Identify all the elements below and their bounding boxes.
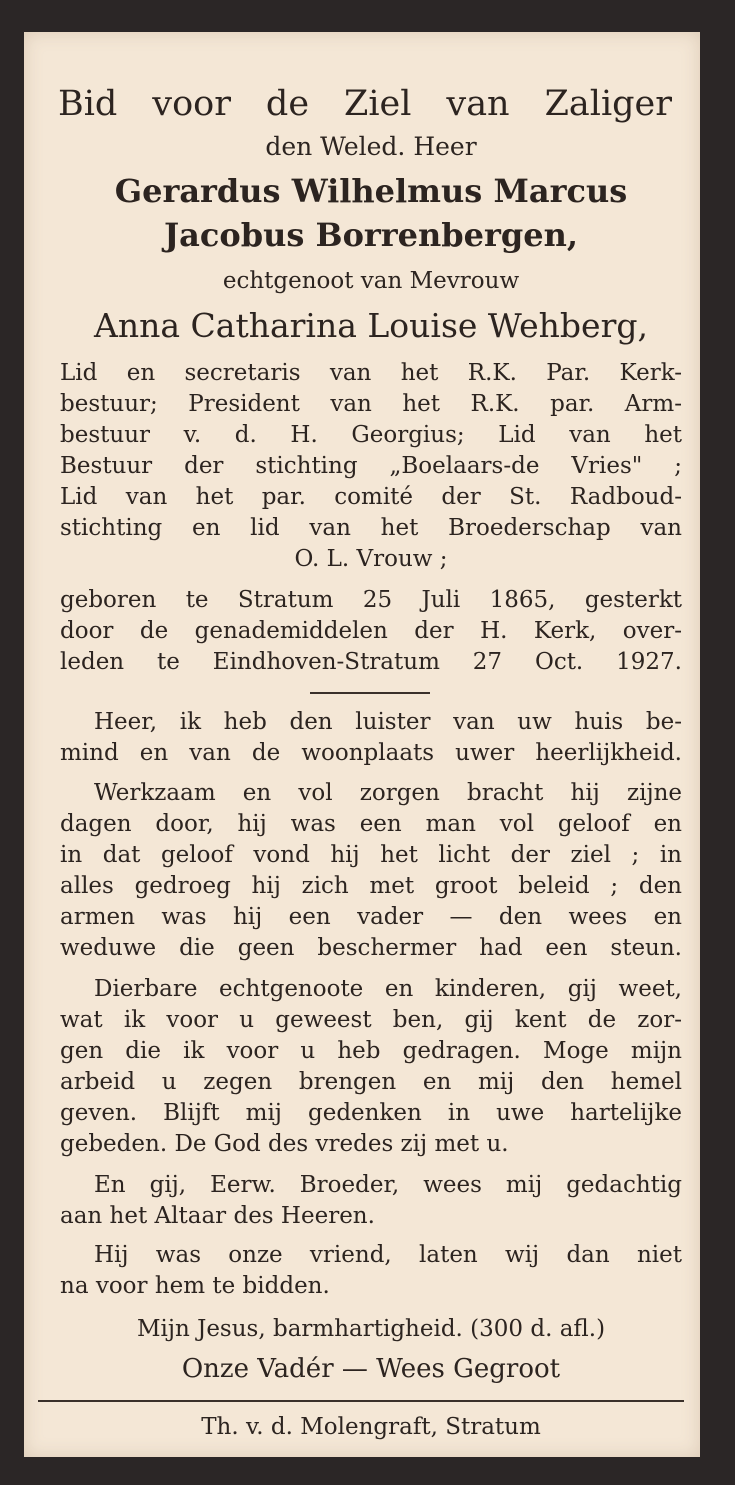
titles-line: stichting en lid van het Broederschap van [60,515,682,541]
titles-line: Lid van het par. comité der St. Radboud- [60,484,682,510]
text-line: Heer, ik heb den luister van uw huis be- [94,709,682,735]
birth-line: geboren te Stratum 25 Juli 1865, gesterkt [60,587,682,613]
text-line: armen was hij een vader — den wees en [60,904,682,930]
text-line: na voor hem te bidden. [60,1273,330,1299]
memorial-card [24,32,700,1457]
titles-line: bestuur v. d. H. Georgius; Lid van het [60,422,682,448]
text-line: arbeid u zegen brengen en mij den hemel [60,1069,682,1095]
text-line: wat ik voor u geweest ben, gij kent de zor- [60,1007,682,1033]
text-line: Dierbare echtgenoote en kinderen, gij weet, [94,976,682,1002]
text-line: gebeden. De God des vredes zij met u. [60,1131,509,1157]
titles-line: O. L. Vrouw ; [294,546,448,572]
titles-line: bestuur; President van het R.K. par. Arm- [60,391,682,417]
spouse-intro: echtgenoot van Mevrouw [222,268,520,294]
text-line: alles gedroeg hij zich met groot beleid ; den [60,873,682,899]
text-line: mind en van de woonplaats uwer heerlijkheid. [60,740,682,766]
death-line: leden te Eindhoven-Stratum 27 Oct. 1927. [60,649,682,675]
text-line: Hij was onze vriend, laten wij dan niet [94,1242,682,1268]
text-line: dagen door, hij was een man vol geloof en [60,811,682,837]
closing-prayers: Onze Vadér — Wees Gegroot [181,1354,561,1384]
text-line: En gij, Eerw. Broeder, wees mij gedachtig [94,1172,682,1198]
printer-credit: Th. v. d. Molengraft, Stratum [201,1414,541,1440]
text-line: weduwe die geen beschermer had een steun. [60,935,682,961]
footer-rule [38,1400,684,1402]
text-line: in dat geloof vond hij het licht der ziel ; in [60,842,682,868]
text-line: Werkzaam en vol zorgen bracht hij zijne [94,780,682,806]
heading-prayer: Bid voor de Ziel van Zaliger [58,84,672,124]
divider [310,692,430,694]
honorific: den Weled. Heer [265,132,477,161]
deceased-name-line1: Gerardus Wilhelmus Marcus [114,172,628,210]
text-line: gen die ik voor u heb gedragen. Moge mijn [60,1038,682,1064]
text-line: geven. Blijft mij gedenken in uwe hartelijke [60,1100,682,1126]
deceased-name-line2: Jacobus Borrenbergen, [164,216,578,254]
indulgence-prayer: Mijn Jesus, barmhartigheid. (300 d. afl.) [136,1316,606,1342]
titles-line: Bestuur der stichting „Boelaars-de Vries" ; [60,453,682,479]
spouse-name: Anna Catharina Louise Wehberg, [94,306,648,345]
text-line: aan het Altaar des Heeren. [60,1203,375,1229]
birth-line: door de genademiddelen der H. Kerk, over- [60,618,682,644]
titles-line: Lid en secretaris van het R.K. Par. Kerk- [60,360,682,386]
